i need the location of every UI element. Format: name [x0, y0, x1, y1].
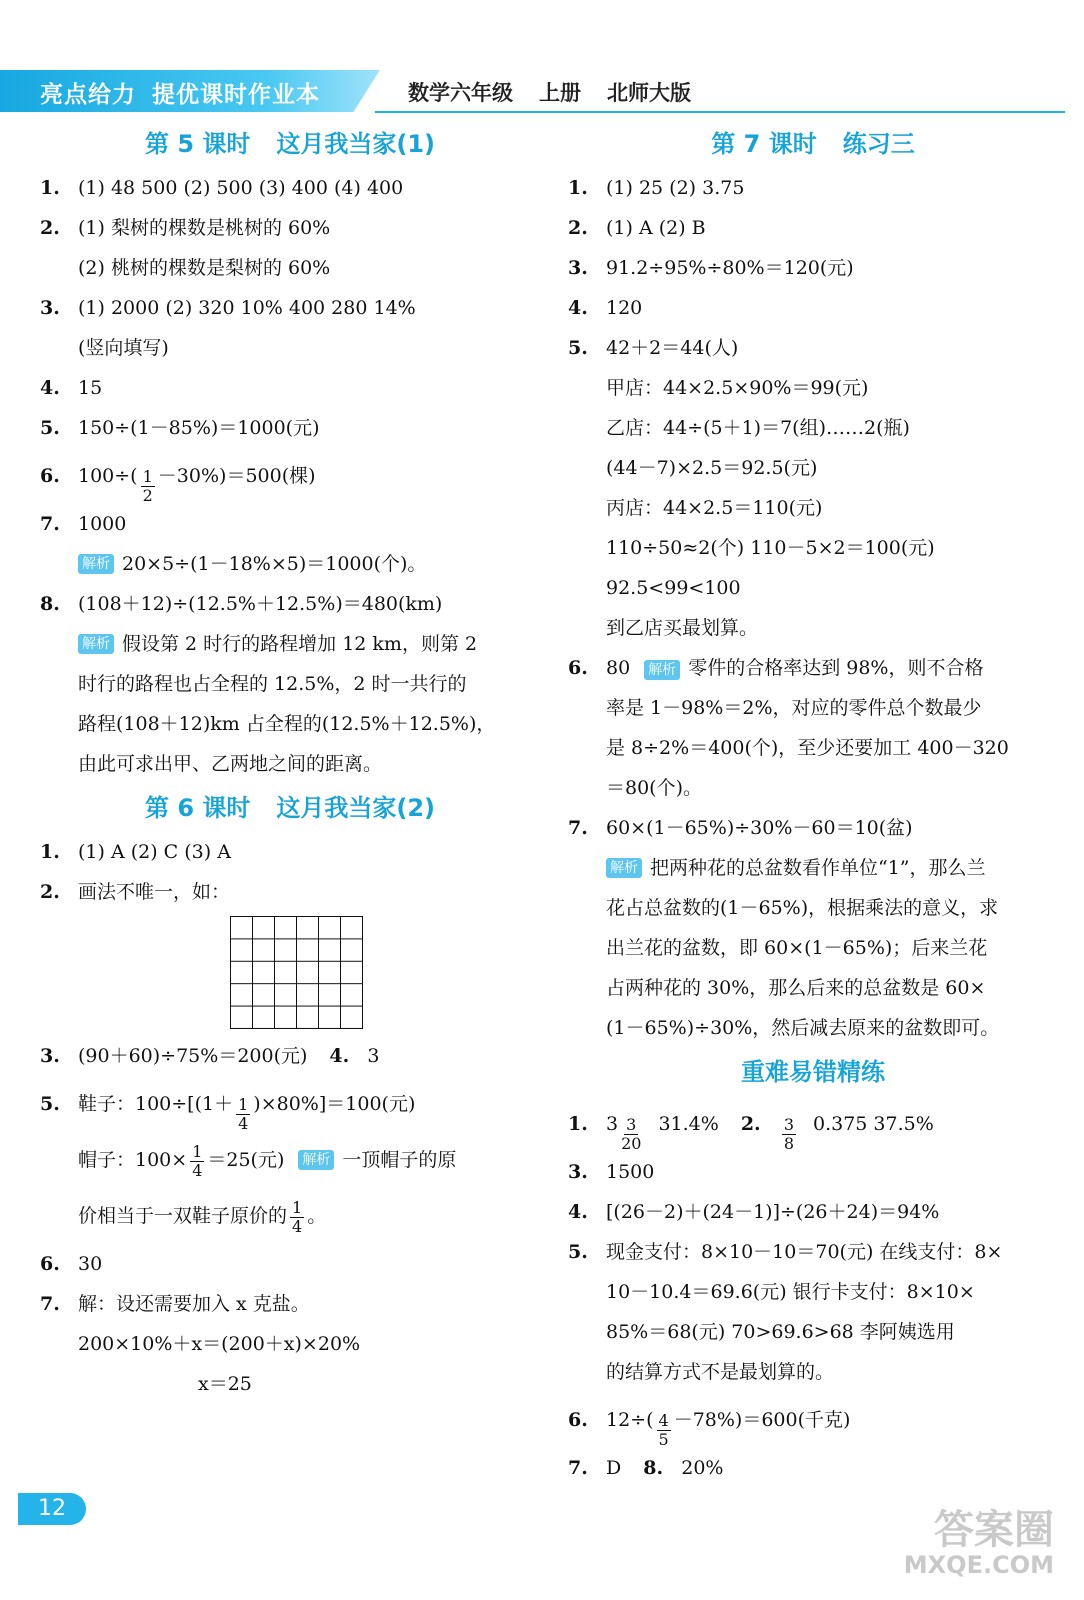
- fraction: $\frac{1}{4}$: [292, 1197, 303, 1236]
- answer-item: 4. [(26－2)＋(24－1)]÷(26＋24)＝94%: [568, 1201, 940, 1223]
- answer-item: 7. D 8. 20%: [568, 1457, 724, 1479]
- answer-line: 的结算方式不是最划算的。: [606, 1361, 835, 1383]
- analysis-line: 出兰花的盆数，即 60×(1－65%)；后来兰花: [606, 937, 988, 959]
- grid-figure: [40, 912, 540, 1036]
- answer-line: 200×10%＋x＝(200＋x)×20%: [78, 1333, 361, 1355]
- answer-item: 3. 91.2÷95%÷80%＝120(元): [568, 257, 854, 279]
- answer-item: 8. (108＋12)÷(12.5%＋12.5%)＝480(km): [40, 593, 443, 615]
- answer-item: 4. 120: [568, 297, 643, 319]
- analysis-badge: 解析: [78, 554, 114, 574]
- analysis-line: (1－65%)÷30%，然后减去原来的盆数即可。: [606, 1017, 1000, 1039]
- watermark: [904, 1508, 1054, 1578]
- header-rule: [375, 111, 1065, 113]
- grid-drawing: [230, 916, 363, 1029]
- left-column: [40, 120, 540, 1404]
- answer-line: 110÷50≈2(个) 110－5×2＝100(元): [606, 537, 935, 559]
- answer-item: 7. 60×(1－65%)÷30%－60＝10(盆): [568, 817, 913, 839]
- answer-line: (竖向填写): [78, 337, 169, 359]
- analysis-line: 由此可求出甲、乙两地之间的距离。: [78, 753, 383, 775]
- answer-item: 6. 12÷( $\frac{4}{5}$ －78%)＝600(千克): [568, 1409, 851, 1449]
- answer-item: 6. 30: [40, 1253, 103, 1275]
- watermark-url: MXQE.COM: [903, 1551, 1054, 1579]
- answer-item: 5. 鞋子：100÷[(1＋ $\frac{1}{4}$ )×80%]＝100(元): [40, 1093, 416, 1133]
- section-title-lesson-5: 第 5 课时 这月我当家(1): [144, 130, 436, 158]
- answer-line: (2) 桃树的棵数是梨树的 60%: [78, 257, 331, 279]
- analysis-line: 花占总盆数的(1－65%)，根据乘法的意义，求: [606, 897, 999, 919]
- analysis-badge: 解析: [298, 1150, 334, 1170]
- answer-line: 甲店：44×2.5×90%＝99(元): [606, 377, 869, 399]
- fraction: $\frac{1}{4}$: [192, 1141, 203, 1180]
- section-title-lesson-7: 第 7 课时 练习三: [711, 130, 915, 158]
- fraction: $\frac{1}{4}$: [238, 1095, 249, 1133]
- analysis-line: ＝80(个)。: [606, 777, 703, 799]
- answer-line: 85%＝68(元) 70>69.6>68 李阿姨选用: [606, 1321, 955, 1343]
- fraction: $\frac{3}{20}$: [621, 1115, 642, 1153]
- answer-item: 1. (1) 25 (2) 3.75: [568, 177, 745, 199]
- answer-line: 丙店：44×2.5＝110(元): [606, 497, 823, 519]
- analysis-badge: 解析: [78, 634, 114, 654]
- analysis-badge: 解析: [644, 660, 680, 680]
- answer-item: 2. (1) 梨树的棵数是桃树的 60%: [40, 217, 331, 239]
- answer-item: 7. 解：设还需要加入 x 克盐。: [40, 1293, 310, 1315]
- analysis-line: 解析 20×5÷(1－18%×5)＝1000(个)。: [40, 544, 540, 584]
- header-book-info: 数学六年级 上册 北师大版: [408, 81, 691, 105]
- answer-item: 1. 3 $\frac{3}{20}$ 31.4% 2. $\frac{3}{8}$ 0.375 37.5%: [568, 1113, 934, 1153]
- answer-item: 1. (1) 48 500 (2) 500 (3) 400 (4) 400: [40, 177, 404, 199]
- answer-item: 5. 42＋2＝44(人): [568, 337, 739, 359]
- analysis-badge: 解析: [606, 858, 642, 878]
- answer-item: 3. 1500: [568, 1161, 655, 1183]
- analysis-line: 解析 假设第 2 时行的路程增加 12 km，则第 2: [40, 624, 540, 664]
- section-title-lesson-6: 第 6 课时 这月我当家(2): [144, 794, 436, 822]
- analysis-line: 路程(108＋12)km 占全程的(12.5%＋12.5%)，: [78, 713, 496, 735]
- answer-item: 4. 15: [40, 377, 103, 399]
- answer-line: (44－7)×2.5＝92.5(元): [606, 457, 818, 479]
- analysis-line: 时行的路程也占全程的 12.5%，2 时一共行的: [78, 673, 467, 695]
- watermark-logo-text: 答案圈: [934, 1507, 1054, 1553]
- answer-item: 6. 80 解析 零件的合格率达到 98%，则不合格: [568, 657, 984, 679]
- fraction: $\frac{3}{8}$: [783, 1115, 794, 1153]
- answer-item: 6. 100÷( $\frac{1}{2}$ －30%)＝500(棵): [40, 465, 316, 505]
- answer-item: 3. (1) 2000 (2) 320 10% 400 280 14%: [40, 297, 416, 319]
- answer-line: 帽子：100× $\frac{1}{4}$ ＝25(元) 解析 一顶帽子的原: [78, 1141, 457, 1180]
- fraction: $\frac{4}{5}$: [658, 1411, 669, 1449]
- right-column: [568, 120, 1058, 1488]
- analysis-line: 占两种花的 30%，那么后来的总盆数是 60×: [606, 977, 986, 999]
- section-title-review: 重难易错精练: [741, 1058, 885, 1086]
- answer-item: 1. (1) A (2) C (3) A: [40, 841, 231, 863]
- fraction: $\frac{1}{2}$: [142, 467, 153, 505]
- answer-item: 2. (1) A (2) B: [568, 217, 706, 239]
- answer-line: 乙店：44÷(5＋1)＝7(组)……2(瓶): [606, 417, 910, 439]
- header-brand: 亮点给力 提优课时作业本: [40, 82, 320, 108]
- answer-line: 到乙店买最划算。: [606, 617, 759, 639]
- answer-item: 7. 1000: [40, 513, 127, 535]
- analysis-line: 解析 把两种花的总盆数看作单位“1”，那么兰: [568, 848, 1058, 888]
- analysis-line: 价相当于一双鞋子原价的 $\frac{1}{4}$ 。: [78, 1197, 327, 1236]
- answer-line: x＝25: [198, 1373, 252, 1395]
- answer-line: 92.5<99<100: [606, 577, 741, 599]
- answer-item: 2. 画法不唯一，如：: [40, 881, 231, 903]
- answer-line: 10－10.4＝69.6(元) 银行卡支付：8×10×: [606, 1281, 975, 1303]
- answer-item: 5. 现金支付：8×10－10＝70(元) 在线支付：8×: [568, 1241, 1003, 1263]
- answer-item: 3. (90＋60)÷75%＝200(元) 4. 3: [40, 1045, 380, 1067]
- page-number: 12: [18, 1493, 86, 1525]
- analysis-line: 是 8÷2%＝400(个)，至少还要加工 400－320: [606, 737, 1009, 759]
- analysis-line: 率是 1－98%＝2%，对应的零件总个数最少: [606, 697, 982, 719]
- answer-item: 5. 150÷(1－85%)＝1000(元): [40, 417, 320, 439]
